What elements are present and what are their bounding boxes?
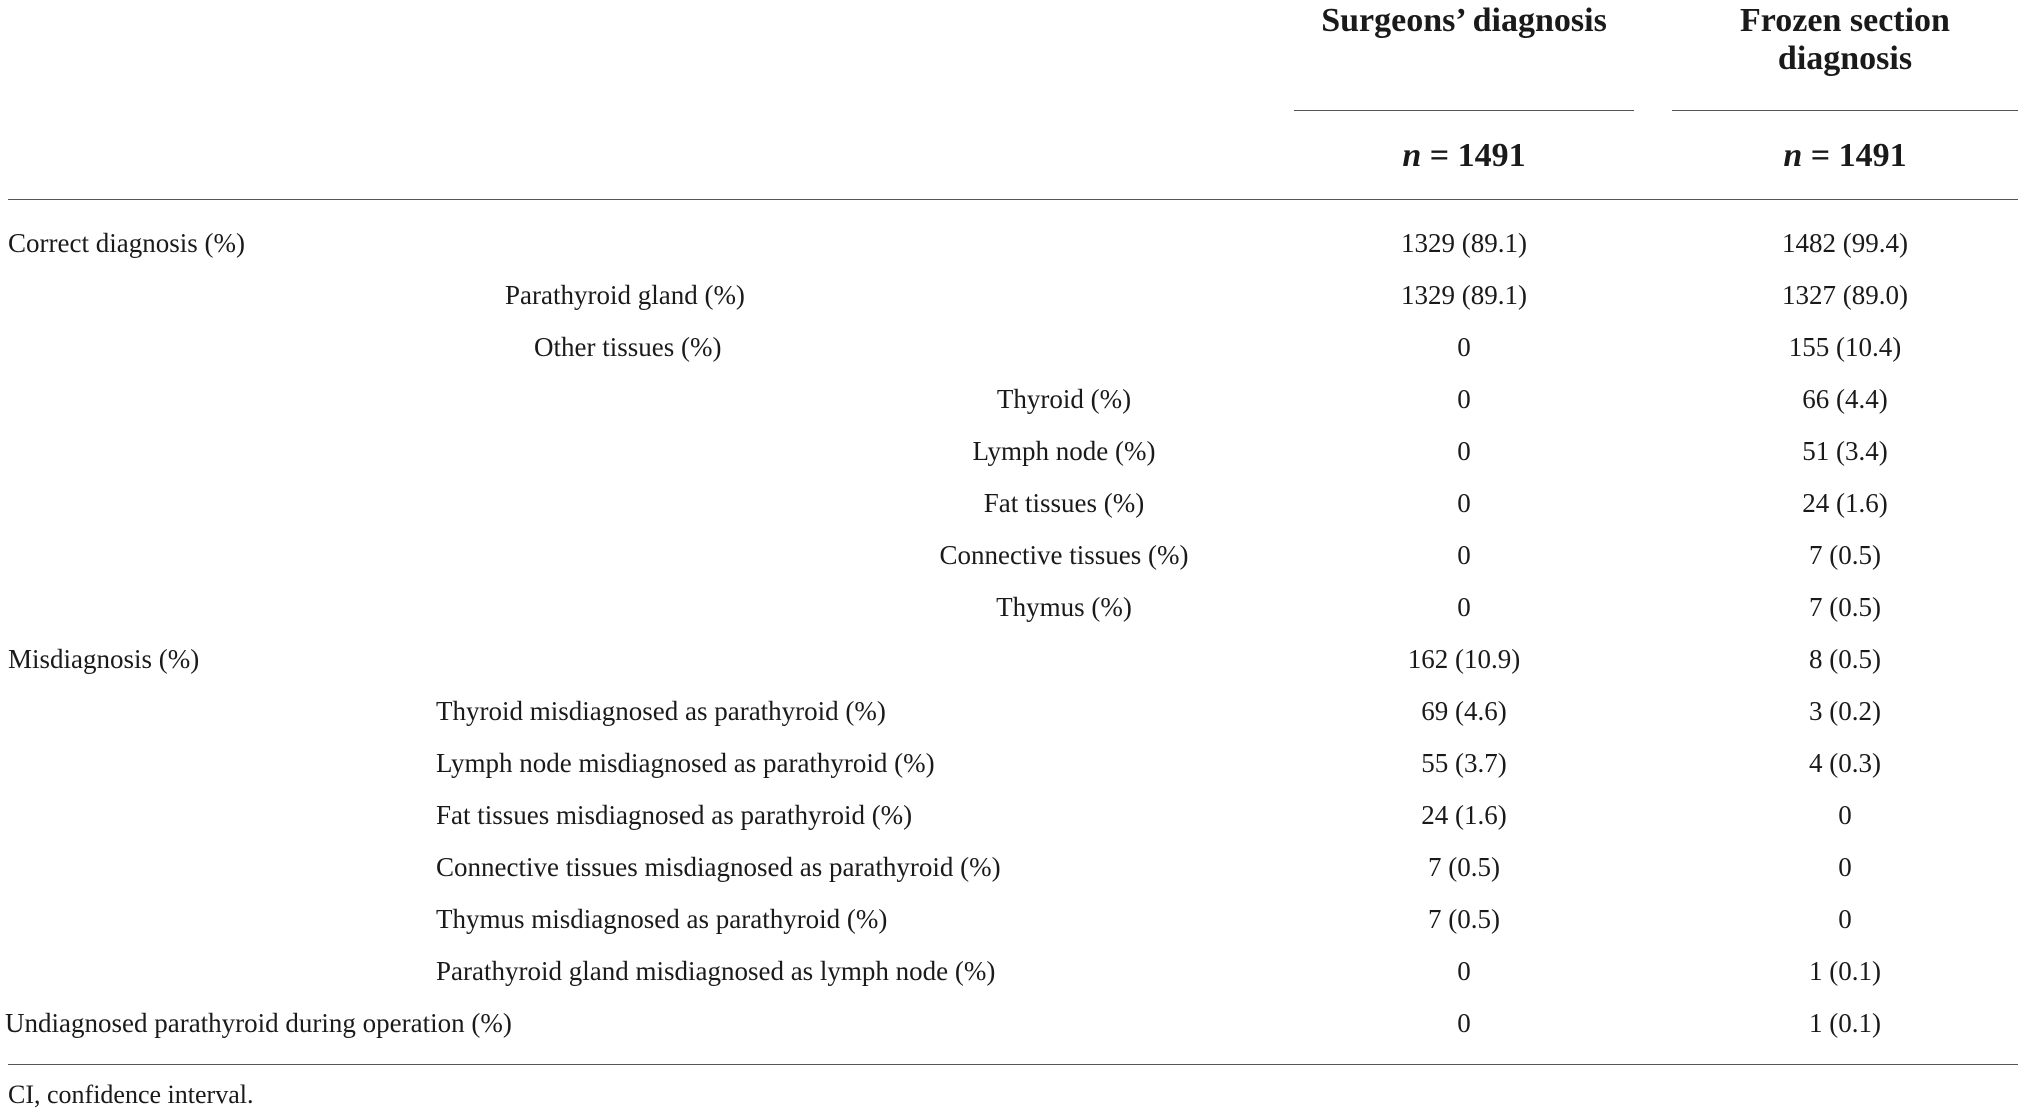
table-row — [0, 633, 2022, 685]
table-row — [0, 529, 2022, 581]
table-row — [0, 217, 2022, 269]
table-row — [0, 373, 2022, 425]
header-surgeons-diagnosis — [1294, 2, 1634, 40]
row-label: Correct diagnosis (%) — [8, 228, 245, 258]
header-frozen-section-diagnosis — [1672, 2, 2018, 78]
header-bottom-rule — [8, 199, 2018, 200]
surgeons-value: 0 — [1457, 436, 1471, 466]
sample-size-frozen — [1672, 136, 2018, 176]
table-row — [0, 997, 2022, 1049]
frozen-value: 1482 (99.4) — [1782, 228, 1908, 258]
row-label: Thymus (%) — [996, 592, 1132, 622]
surgeons-value: 69 (4.6) — [1421, 696, 1507, 726]
surgeons-value: 0 — [1457, 488, 1471, 518]
n-symbol: n — [1783, 137, 1803, 174]
row-label: Connective tissues (%) — [939, 540, 1189, 570]
table-row — [0, 737, 2022, 789]
surgeons-value: 55 (3.7) — [1421, 748, 1507, 778]
row-label: Fat tissues misdiagnosed as parathyroid (%) — [436, 800, 913, 830]
frozen-value: 155 (10.4) — [1788, 332, 1902, 362]
n-value: = 1491 — [1429, 137, 1526, 174]
frozen-value: 7 (0.5) — [1809, 592, 1881, 622]
surgeons-value: 0 — [1457, 332, 1471, 362]
frozen-value: 4 (0.3) — [1809, 748, 1881, 778]
header-underline-frozen — [1672, 110, 2018, 111]
surgeons-value: 0 — [1457, 592, 1471, 622]
row-label: Undiagnosed parathyroid during operation (%) — [5, 1008, 512, 1038]
header-frozen-line2: diagnosis — [1777, 40, 1913, 77]
surgeons-value: 0 — [1457, 956, 1471, 986]
row-label: Thyroid (%) — [996, 384, 1132, 414]
frozen-value: 7 (0.5) — [1809, 540, 1881, 570]
frozen-value: 8 (0.5) — [1809, 644, 1881, 674]
row-label: Lymph node misdiagnosed as parathyroid (%) — [436, 748, 935, 778]
table-row — [0, 945, 2022, 997]
row-label: Connective tissues misdiagnosed as parathyroid (%) — [436, 852, 1001, 882]
row-label: Parathyroid gland (%) — [505, 280, 745, 310]
frozen-value: 1 (0.1) — [1809, 956, 1881, 986]
row-label: Lymph node (%) — [972, 436, 1156, 466]
frozen-value: 51 (3.4) — [1802, 436, 1888, 466]
sample-size-surgeons — [1294, 136, 1634, 176]
surgeons-value: 162 (10.9) — [1407, 644, 1521, 674]
surgeons-value: 24 (1.6) — [1421, 800, 1507, 830]
table-bottom-rule — [8, 1064, 2018, 1065]
frozen-value: 66 (4.4) — [1802, 384, 1888, 414]
n-value: = 1491 — [1810, 137, 1907, 174]
row-label: Thyroid misdiagnosed as parathyroid (%) — [436, 696, 886, 726]
table-row — [0, 789, 2022, 841]
frozen-value: 0 — [1838, 800, 1852, 830]
row-label: Misdiagnosis (%) — [8, 644, 200, 674]
header-surgeons-text: Surgeons’ diagnosis — [1321, 2, 1607, 39]
table-row — [0, 685, 2022, 737]
frozen-value: 3 (0.2) — [1809, 696, 1881, 726]
table-footnote: CI, confidence interval. — [8, 1080, 254, 1109]
header-frozen-line1: Frozen section — [1740, 2, 1950, 39]
surgeons-value: 0 — [1457, 384, 1471, 414]
n-symbol: n — [1402, 137, 1422, 174]
header-underline-surgeons — [1294, 110, 1634, 111]
row-label: Other tissues (%) — [534, 332, 722, 362]
surgeons-value: 1329 (89.1) — [1401, 280, 1527, 310]
surgeons-value: 0 — [1457, 540, 1471, 570]
row-label: Fat tissues (%) — [983, 488, 1145, 518]
table-row — [0, 477, 2022, 529]
table-row — [0, 321, 2022, 373]
frozen-value: 24 (1.6) — [1802, 488, 1888, 518]
frozen-value: 1327 (89.0) — [1782, 280, 1908, 310]
row-label: Thymus misdiagnosed as parathyroid (%) — [436, 904, 888, 934]
surgeons-value: 7 (0.5) — [1428, 852, 1500, 882]
surgeons-value: 1329 (89.1) — [1401, 228, 1527, 258]
row-label: Parathyroid gland misdiagnosed as lymph node (%) — [436, 956, 996, 986]
table-row — [0, 841, 2022, 893]
surgeons-value: 0 — [1457, 1008, 1471, 1038]
table-row — [0, 893, 2022, 945]
surgeons-value: 7 (0.5) — [1428, 904, 1500, 934]
frozen-value: 0 — [1838, 852, 1852, 882]
frozen-value: 0 — [1838, 904, 1852, 934]
table-row — [0, 269, 2022, 321]
frozen-value: 1 (0.1) — [1809, 1008, 1881, 1038]
table-row — [0, 581, 2022, 633]
table-row — [0, 425, 2022, 477]
